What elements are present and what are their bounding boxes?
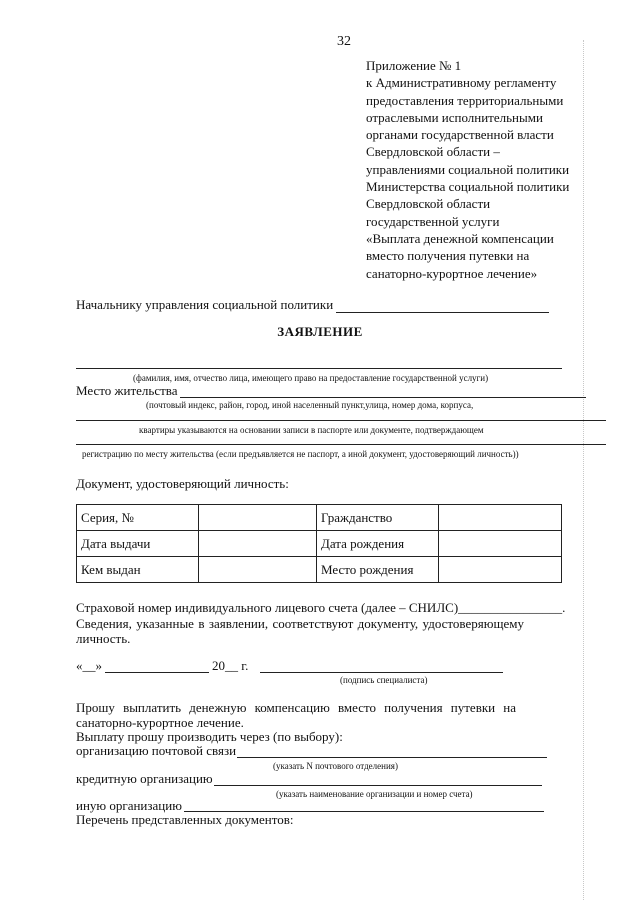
- request-line: [76, 700, 516, 716]
- appendix-line: отраслевыми исполнительными: [366, 109, 543, 125]
- payment-method-text: Выплату прошу производить через (по выбору):: [76, 729, 343, 744]
- documents-list-label: Перечень представленных документов:: [76, 812, 294, 827]
- residence-field-2[interactable]: [76, 420, 606, 421]
- issued-by-input[interactable]: [199, 557, 317, 583]
- request-end: санаторно-курортное лечение.: [76, 715, 244, 730]
- appendix-line: Приложение № 1: [366, 58, 462, 73]
- info-confirm-line: [76, 616, 524, 632]
- word: документу,: [357, 616, 419, 631]
- appendix-line: санаторно-курортное лечение»: [366, 265, 538, 281]
- other-org-label: иную организацию: [76, 798, 182, 813]
- address-hint-3: регистрацию по месту жительства (если предъявляется не паспорт, а иной документ, удостоверяющий личность)): [82, 449, 519, 459]
- birth-date-input[interactable]: [439, 531, 562, 557]
- appendix-line: предоставления территориальными: [366, 92, 564, 108]
- word: Прошу: [76, 700, 115, 715]
- credit-org-hint: (указать наименование организации и номер счета): [276, 789, 473, 799]
- document-title: ЗАЯВЛЕНИЕ: [277, 324, 363, 339]
- word: заявлении,: [208, 616, 269, 631]
- address-hint-2: квартиры указываются на основании записи в паспорте или документе, подтверждающем: [139, 425, 484, 435]
- citizenship-input[interactable]: [439, 505, 562, 531]
- word: денежную: [189, 700, 247, 715]
- issue-date-input[interactable]: [199, 531, 317, 557]
- page-number: 32: [337, 34, 351, 49]
- table-row: [77, 505, 562, 531]
- table-cell: Место рождения: [317, 557, 439, 583]
- date-month-field[interactable]: [105, 672, 209, 673]
- appendix-line: «Выплата денежной компенсации: [366, 230, 554, 246]
- word: на: [503, 700, 516, 715]
- table-cell: Дата рождения: [317, 531, 439, 557]
- series-number-input[interactable]: [199, 505, 317, 531]
- appendix-line: Министерства социальной политики: [366, 179, 570, 195]
- appendix-block: [366, 57, 596, 282]
- word: соответствуют: [272, 616, 354, 631]
- info-confirm-end: личность.: [76, 631, 131, 646]
- addressee-field[interactable]: [336, 312, 549, 313]
- appendix-line: управлениями социальной политики: [366, 161, 570, 177]
- appendix-line: Свердловской области: [366, 196, 491, 212]
- appendix-line: органами государственной власти: [366, 127, 554, 143]
- word: вместо: [337, 700, 376, 715]
- address-hint-1: (почтовый индекс, район, город, иной населенный пункт,улица, номер дома, корпуса,: [146, 400, 474, 410]
- word: компенсацию: [254, 700, 330, 715]
- post-org-field[interactable]: [237, 757, 547, 758]
- residence-label: Место жительства: [76, 383, 178, 398]
- addressee-label: Начальнику управления социальной политики: [76, 297, 334, 312]
- appendix-line: Свердловской области –: [366, 144, 500, 160]
- snils-text: Страховой номер индивидуального лицевого счета (далее – СНИЛС)________________.: [76, 600, 566, 615]
- id-document-label: Документ, удостоверяющий личность:: [76, 476, 289, 491]
- table-row: [77, 557, 562, 583]
- word: указанные: [136, 616, 194, 631]
- signature-hint: (подпись специалиста): [340, 675, 428, 685]
- appendix-line: к Административному регламенту: [366, 75, 557, 91]
- table-row: [77, 531, 562, 557]
- post-org-label: организацию почтовой связи: [76, 743, 237, 758]
- fio-hint: (фамилия, имя, отчество лица, имеющего право на предоставление государственной услуги): [133, 373, 489, 383]
- appendix-line: вместо получения путевки на: [366, 248, 530, 264]
- credit-org-field[interactable]: [214, 785, 542, 786]
- birth-place-input[interactable]: [439, 557, 562, 583]
- fio-field[interactable]: [76, 368, 562, 369]
- table-cell: Серия, №: [77, 505, 199, 531]
- date-day: «__»: [76, 658, 102, 673]
- table-cell: Дата выдачи: [77, 531, 199, 557]
- credit-org-label: кредитную организацию: [76, 771, 213, 786]
- date-year: 20__ г.: [212, 658, 249, 673]
- word: удостоверяющему: [422, 616, 524, 631]
- post-office-hint: (указать N почтового отделения): [273, 761, 398, 771]
- word: выплатить: [123, 700, 182, 715]
- table-cell: Кем выдан: [77, 557, 199, 583]
- word: в: [198, 616, 205, 631]
- word: получения: [384, 700, 443, 715]
- signature-field[interactable]: [260, 672, 503, 673]
- residence-field-3[interactable]: [76, 444, 606, 445]
- id-document-table: [76, 504, 562, 583]
- table-cell: Гражданство: [317, 505, 439, 531]
- word: путевки: [450, 700, 496, 715]
- word: Сведения,: [76, 616, 132, 631]
- residence-field[interactable]: [180, 397, 586, 398]
- appendix-line: государственной услуги: [366, 213, 500, 229]
